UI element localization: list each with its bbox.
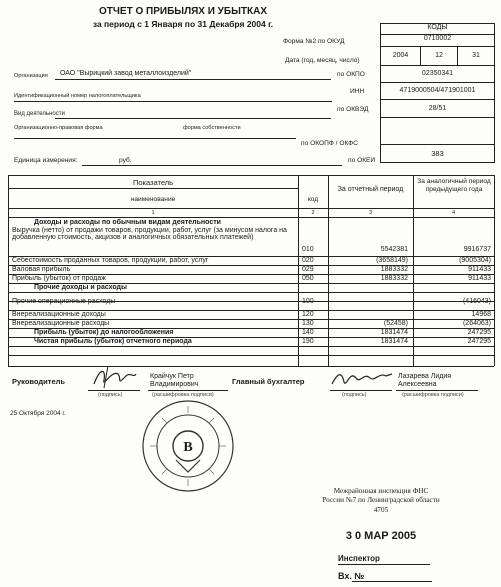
row-190-code: 190 <box>302 338 314 345</box>
tax-stamp-line1: Межрайонная инспекция ФНС <box>333 487 429 495</box>
row-190-current: 1831474 <box>380 338 408 345</box>
head-name: Крайчук Петр Владимирович <box>150 373 199 388</box>
row-190-previous: 247295 <box>467 338 491 345</box>
codes-header: КОДЫ <box>380 23 495 35</box>
date-day-cell: 31 <box>457 46 495 66</box>
legal-form-label: Организационно-правовая форма <box>14 125 103 131</box>
tax-stamp-line2: России №7 по Ленинградской области <box>322 496 440 504</box>
header-indicator: Показатель <box>132 178 174 187</box>
head-signature-scribble <box>90 364 140 392</box>
date-year-cell: 2004 <box>380 46 421 66</box>
row-020-name: Себестоимость проданных товаров, продукции, работ, услуг <box>12 257 209 264</box>
row-130-name: Внереализационные расходы <box>12 320 110 327</box>
row-050-name: Прибыль (убыток) от продаж <box>12 275 106 282</box>
org-label: Организация <box>14 73 48 79</box>
row-140-name: Прибыль (убыток) до налогообложения <box>34 329 174 336</box>
company-seal-stamp <box>140 398 236 494</box>
org-name: ОАО "Вырицкий завод металлоизделий" <box>60 70 192 77</box>
accountant-name: Лазарева Лидия Алексеевна <box>398 373 452 388</box>
row-120-name: Внереализационные доходы <box>12 311 106 318</box>
row-120-code: 120 <box>302 311 314 318</box>
col-number-3: 3 <box>368 210 373 216</box>
okud-label: Форма №2 по ОКУД <box>283 38 345 45</box>
header-previous-period: За аналогичный период предыдущего года <box>417 178 491 193</box>
okpo-value-cell: 02350341 <box>380 65 495 83</box>
header-current-period: За отчетный период <box>337 186 404 193</box>
row-130-code: 130 <box>302 320 314 327</box>
inn-long-label: Идентификационный номер налогоплательщика <box>14 93 141 99</box>
accountant-sign-caption: (подпись) <box>342 392 367 398</box>
row-029-name: Валовая прибыль <box>12 266 71 273</box>
tax-stamp-line3: 4705 <box>373 506 389 514</box>
row-130-current: (52458) <box>383 320 408 327</box>
accountant-name-caption: (расшифровка подписи) <box>402 392 464 398</box>
header-name: наименование <box>130 196 176 203</box>
inn-value-cell: 4719000504/471901001 <box>380 82 495 100</box>
row-100-name: Прочие операционные расходы <box>12 298 116 305</box>
row-140-current: 1831474 <box>380 329 408 336</box>
date-month-cell: 12 <box>420 46 458 66</box>
row-050-previous: 911433 <box>468 275 491 282</box>
unit-value: руб. <box>119 157 132 164</box>
accountant-signature-scribble <box>330 366 394 390</box>
row-100-code: 100 <box>302 298 314 305</box>
row-029-previous: 911433 <box>468 266 491 273</box>
section-title-ordinary: Доходы и расходы по обычным видам деятельности <box>34 219 221 226</box>
col-number-4: 4 <box>451 210 456 216</box>
col-number-1: 1 <box>151 210 155 216</box>
row-020-previous: (9005304) <box>459 257 491 264</box>
report-period: за период с 1 Января по 31 Декабря 2004 г. <box>92 19 274 29</box>
inspector-label: Инспектор <box>338 554 380 563</box>
row-010-current: 5542381 <box>380 246 408 253</box>
inn-label: ИНН <box>350 88 365 95</box>
activity-label: Вид деятельности <box>14 111 65 117</box>
row-010-previous: 9916737 <box>463 246 491 253</box>
okved-label: по ОКВЭД <box>337 106 369 113</box>
okopf-value-cell <box>380 117 495 145</box>
unit-label: Единица измерения: <box>14 157 78 164</box>
row-120-previous: 14968 <box>471 311 491 318</box>
head-sign-caption: (подпись) <box>98 392 123 398</box>
row-020-code: 020 <box>302 257 314 264</box>
header-code: код <box>307 196 319 203</box>
row-010-code: 010 <box>302 246 314 253</box>
head-name-caption: (расшифровка подписи) <box>152 392 214 398</box>
row-029-current: 1883332 <box>380 266 408 273</box>
okei-value-cell: 383 <box>380 144 495 163</box>
row-140-previous: 247295 <box>467 329 491 336</box>
tax-stamp-date: 3 0 МАР 2005 <box>345 530 417 542</box>
okei-label: по ОКЕИ <box>348 157 376 164</box>
date-label: Дата (год, месяц, число) <box>285 57 360 64</box>
head-label: Руководитель <box>12 377 65 386</box>
incoming-number-label: Вх. № <box>338 571 365 581</box>
okved-value-cell: 28/51 <box>380 99 495 118</box>
ownership-label: форма собственности <box>183 125 241 131</box>
svg-text:В: В <box>183 440 193 455</box>
row-190-name: Чистая прибыль (убыток) отчетного периода <box>34 338 192 345</box>
okpo-label: по ОКПО <box>337 71 365 78</box>
okud-code-cell: 0710002 <box>380 34 495 47</box>
row-130-previous: (264063) <box>462 320 491 327</box>
row-050-current: 1883332 <box>380 275 408 282</box>
row-050-code: 050 <box>302 275 314 282</box>
row-029-code: 029 <box>302 266 314 273</box>
row-020-current: (3658149) <box>376 257 408 264</box>
row-100-previous: (416043) <box>462 298 491 305</box>
col-number-2: 2 <box>311 210 315 216</box>
row-010-name: Выручка (нетто) от продажи товаров, продукции, работ, услуг (за минусом налога на добавленную стоимость, акцизов и аналогичных обязательных платежей) <box>12 227 287 242</box>
signing-date: 25 Октября 2004 г. <box>10 410 66 417</box>
accountant-label: Главный бухгалтер <box>232 377 305 386</box>
document-title: ОТЧЕТ О ПРИБЫЛЯХ И УБЫТКАХ <box>99 6 267 17</box>
row-140-code: 140 <box>302 329 314 336</box>
okopf-label: по ОКОПФ / ОКФС <box>301 140 358 147</box>
section-title-other: Прочие доходы и расходы <box>34 284 127 291</box>
